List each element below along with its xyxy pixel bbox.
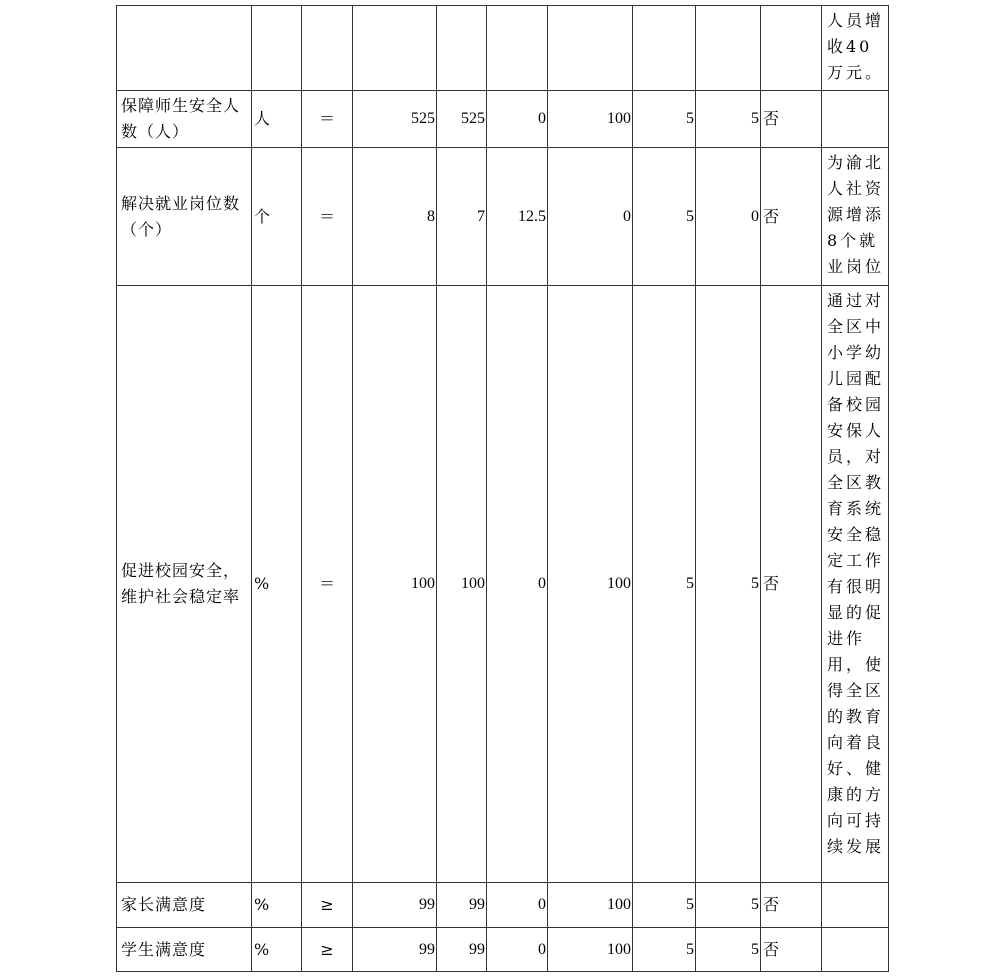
score-rate-value: 100: [548, 286, 633, 883]
actual-value: 99: [437, 928, 487, 972]
target-value: 8: [353, 148, 437, 286]
note-cell: [822, 928, 889, 972]
note-cell: [822, 6, 889, 91]
score-value: 5: [696, 286, 761, 883]
score-value: 5: [696, 883, 761, 928]
deviation-value: 0: [487, 286, 548, 883]
target-value: 99: [353, 883, 437, 928]
deviation-value: 0: [487, 91, 548, 148]
actual-value: 100: [437, 286, 487, 883]
target-value: [353, 6, 437, 91]
actual-value: 7: [437, 148, 487, 286]
deviation-value: 0: [487, 928, 548, 972]
score-value: 5: [696, 928, 761, 972]
deviation-value: [487, 6, 548, 91]
indicator-name: 保障师生安全人数（人）: [117, 91, 252, 148]
score-rate-value: [548, 6, 633, 91]
score-rate-value: 0: [548, 148, 633, 286]
indicator-name: 学生满意度: [117, 928, 252, 972]
target-value: 99: [353, 928, 437, 972]
unit-cell: 人: [252, 91, 302, 148]
target-value: 100: [353, 286, 437, 883]
flag-cell: 否: [761, 883, 822, 928]
operator-cell: ≥: [302, 928, 353, 972]
operator-cell: ＝: [302, 286, 353, 883]
indicator-name: 促进校园安全，维护社会稳定率: [117, 286, 252, 883]
actual-value: [437, 6, 487, 91]
operator-cell: ≥: [302, 883, 353, 928]
indicator-name: 家长满意度: [117, 883, 252, 928]
note-cell: [822, 286, 889, 883]
actual-value: 525: [437, 91, 487, 148]
weight-value: 5: [633, 91, 696, 148]
operator-cell: [302, 6, 353, 91]
note-text: 为渝北人社资源增添8个就业岗位: [827, 153, 885, 276]
score-rate-value: 100: [548, 928, 633, 972]
weight-value: [633, 6, 696, 91]
unit-cell: 个: [252, 148, 302, 286]
weight-value: 5: [633, 148, 696, 286]
flag-cell: 否: [761, 928, 822, 972]
unit-cell: %: [252, 928, 302, 972]
score-rate-value: 100: [548, 91, 633, 148]
note-text: 通过对全区中小学幼儿园配备校园安保人员，对全区教育系统安全稳定工作有很明显的促进作用，使得全区的教育向着良好、健康的方向可持续发展: [827, 291, 885, 856]
flag-cell: 否: [761, 286, 822, 883]
table-row: [117, 928, 889, 972]
performance-table: [116, 5, 889, 972]
note-cell: [822, 883, 889, 928]
flag-cell: [761, 6, 822, 91]
indicator-name: 解决就业岗位数（个）: [117, 148, 252, 286]
operator-cell: ＝: [302, 148, 353, 286]
deviation-value: 12.5: [487, 148, 548, 286]
note-cell: [822, 91, 889, 148]
table-row: [117, 91, 889, 148]
weight-value: 5: [633, 883, 696, 928]
indicator-name: [117, 6, 252, 91]
weight-value: 5: [633, 928, 696, 972]
target-value: 525: [353, 91, 437, 148]
unit-cell: %: [252, 286, 302, 883]
deviation-value: 0: [487, 883, 548, 928]
table-row: [117, 883, 889, 928]
unit-cell: [252, 6, 302, 91]
actual-value: 99: [437, 883, 487, 928]
table-row: [117, 148, 889, 286]
unit-cell: %: [252, 883, 302, 928]
operator-cell: ＝: [302, 91, 353, 148]
note-cell: [822, 148, 889, 286]
table-row: [117, 6, 889, 91]
flag-cell: 否: [761, 148, 822, 286]
table-row: [117, 286, 889, 883]
score-value: [696, 6, 761, 91]
score-value: 5: [696, 91, 761, 148]
weight-value: 5: [633, 286, 696, 883]
flag-cell: 否: [761, 91, 822, 148]
score-rate-value: 100: [548, 883, 633, 928]
note-text: 人员增收40万元。: [827, 11, 885, 82]
score-value: 0: [696, 148, 761, 286]
